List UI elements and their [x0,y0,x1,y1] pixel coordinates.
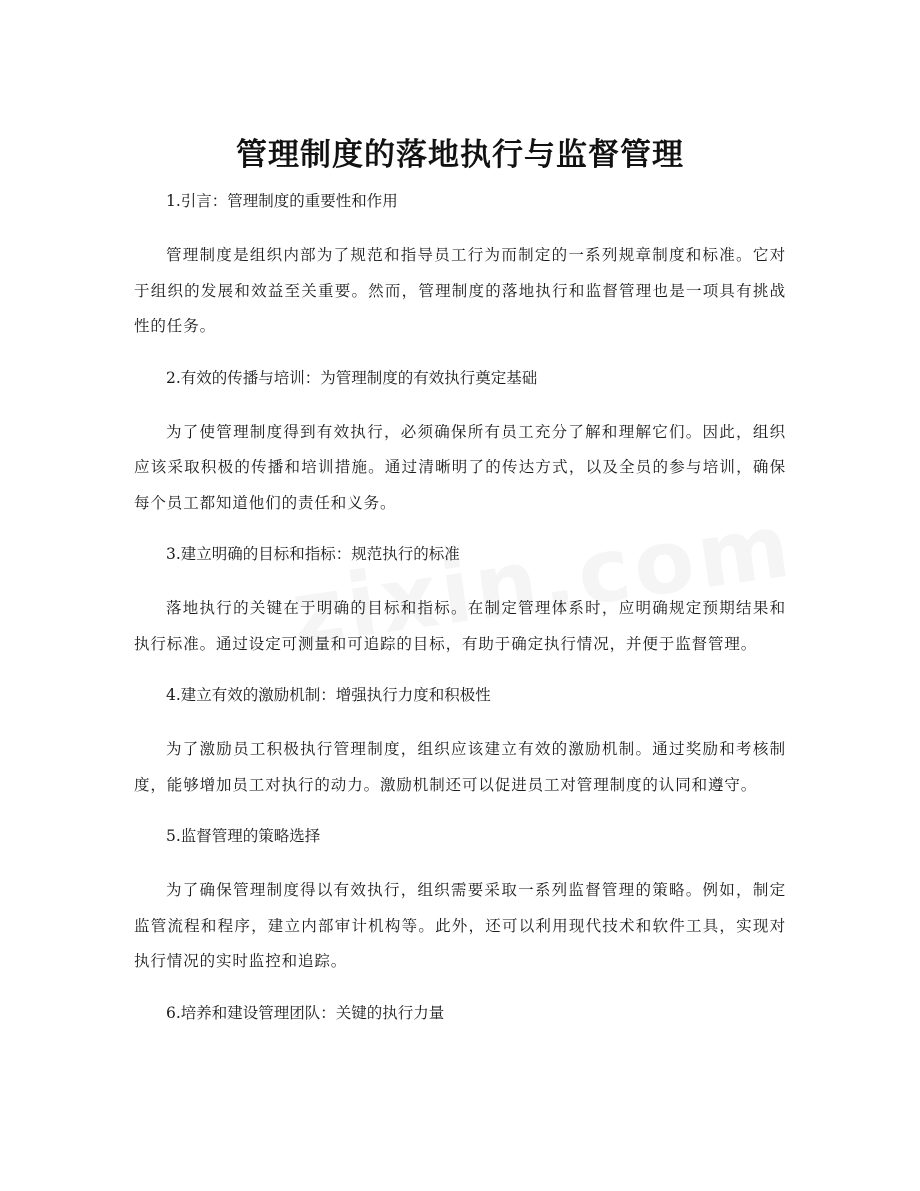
document-title: 管理制度的落地执行与监督管理 [236,136,684,173]
section-heading-4: 4.建立有效的激励机制：增强执行力度和积极性 [166,686,491,704]
section-paragraph-1: 管理制度是组织内部为了规范和指导员工行为而制定的一系列规章制度和标准。它对于组织的发展和效益至关重要。然而，管理制度的落地执行和监督管理也是一项具有挑战性的任务。 [134,246,786,335]
section-heading-3: 3.建立明确的目标和指标：规范执行的标准 [166,545,460,563]
section-paragraph-2: 为了使管理制度得到有效执行，必须确保所有员工充分了解和理解它们。因此，组织应该采取积极的传播和培训措施。通过清晰明了的传达方式，以及全员的参与培训，确保每个员工都知道他们的责任和义务。 [134,422,786,512]
document-body [134,186,786,1050]
section-heading-6: 6.培养和建设管理团队：关键的执行力量 [166,1003,445,1022]
section-paragraph-4: 为了激励员工积极执行管理制度，组织应该建立有效的激励机制。通过奖励和考核制度，能够增加员工对执行的动力。激励机制还可以促进员工对管理制度的认同和遵守。 [134,740,786,794]
section-heading-5: 5.监督管理的策略选择 [166,827,321,845]
section-paragraph-5: 为了确保管理制度得以有效执行，组织需要采取一系列监督管理的策略。例如，制定监管流程和程序，建立内部审计机构等。此外，还可以利用现代技术和软件工具，实现对执行情况的实时监控和追踪。 [134,881,786,970]
section-heading-2: 2.有效的传播与培训：为管理制度的有效执行奠定基础 [166,368,538,387]
section-heading-1: 1.引言：管理制度的重要性和作用 [166,192,398,210]
section-paragraph-3: 落地执行的关键在于明确的目标和指标。在制定管理体系时，应明确规定预期结果和执行标准。通过设定可测量和可追踪的目标，有助于确定执行情况，并便于监督管理。 [134,599,786,653]
